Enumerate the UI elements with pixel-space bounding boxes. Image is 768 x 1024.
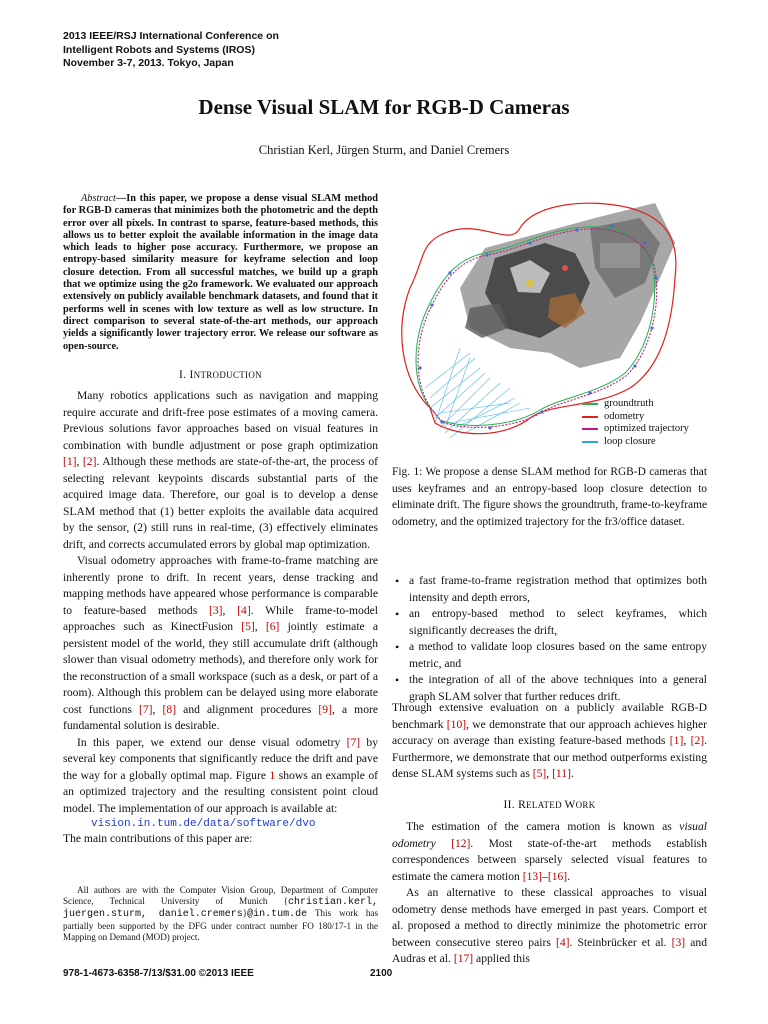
section-heading-related-work: II. RELATED WORK [503,798,596,811]
abstract-text: In this paper, we propose a dense visual SLAM method for RGB-D cameras that minimizes both the photometric and the depth error over all pixels. In contrast to sparse, feature-based methods, this allows us to better exploit the available information in the image data which leads to higher pose accuracy. Furthermore, we propose an entropy-based similarity measure for keyframe selection and loop closure detection. From all successful matches, we build up a graph that we optimize using the g2o framework. We evaluated our approach extensively on publicly available benchmark datasets, and found that it performs well in scenes with low texture as well as low structure. In direct comparison to several state-of-the-art methods, our approach yields a significantly lower trajectory error. We release our software as open-source. [63,193,378,352]
legend-item-odometry: odometry [582,411,689,424]
email-domain: @in.tum.de [247,909,308,921]
intro-paragraph-3: In this paper, we extend our dense visual odometry [7] by several key components that significantly reduce the drift and pave the way for a globally optimal map. Figure 1 shows an example of an optimized trajectory and the resulting consistent point cloud model. The implementation of our approach is available at: vision.in.tum.de/data/software/dvo [63,735,378,831]
legend-item-groundtruth: groundtruth [582,398,689,411]
citation-link[interactable]: [7] [346,735,361,749]
legend-swatch [582,416,598,418]
citation-link[interactable]: [7] [139,702,153,716]
figure-reference-link[interactable]: 1 [269,768,276,782]
citation-link[interactable]: [10] [446,717,467,731]
abstract-label: Abstract [81,193,116,204]
citation-link[interactable]: [11] [552,767,571,780]
figure-legend [582,398,689,448]
citation-link[interactable]: [8] [162,702,177,716]
legend-swatch [582,441,598,443]
software-url-link[interactable]: vision.in.tum.de/data/software/dvo [91,818,316,831]
footer-isbn: 978-1-4673-6358-7/13/$31.00 ©2013 IEEE [63,968,254,979]
citation-link[interactable]: [4] [555,935,570,949]
loop-closure-edges [425,348,530,438]
conference-line-1: 2013 IEEE/RSJ International Conference on [63,30,279,42]
citation-link[interactable]: [13] [522,869,543,883]
right-column-body [392,700,707,968]
footer-page-number: 2100 [370,968,393,979]
author-footnote: All authors are with the Computer Vision Group, Department of Computer Science, Technical University of Munich {christian.kerl, juergen.sturm, daniel.cremers}@in.tum.de This work has partially been supported by the DFG under contract number FO 180/17-1 in the Mapping on Demand (MOD) project. [63,885,378,942]
intro-paragraph-2: Visual odometry approaches with frame-to-frame matching are inherently prone to drift. In recent years, dense tracking and mapping methods have appeared whose performance is comparable to feature-based methods [3], [4]. While frame-to-model approaches such as KinectFusion [5], [6] jointly estimate a persistent model of the world, they still accumulate drift (although slower than visual odometry methods), and therefore only work for the reconstruction of a small workspace (such as a desk, or part of a room). Although this problem can be delayed using more elaborate cost functions [7], [8] and alignment procedures [9], a more fundamental solution is desirable. [63,554,379,733]
citation-link[interactable]: [5] [532,767,547,780]
figure-caption: Fig. 1: We propose a dense SLAM method for RGB-D cameras that uses keyframes and an entropy-based loop closure detection to eliminate drift. The figure shows the groundtruth, frame-to-keyframe odometry, and the optimized trajectory for the fr3/office dataset. [392,466,707,528]
conference-line-2: Intelligent Robots and Systems (IROS) [63,43,255,56]
citation-link[interactable]: [2] [690,734,705,747]
citation-link[interactable]: [5] [241,620,255,634]
list-item: • a method to validate loop closures based on the same entropy metric, and [392,639,707,672]
legend-item-loop-closure: loop closure [582,436,689,449]
abstract-dash: — [115,193,127,204]
related-paragraph-2: As an alternative to these classical approaches to visual odometry dense methods have emerged in past years. Comport et al. proposed a method to directly minimize the photometric error between consecutive stereo pairs [4]. Steinbrücker et al. [3] and Audras et al. [17] applied this [392,886,707,965]
citation-link[interactable]: [6] [265,620,280,634]
citation-link[interactable]: [9] [318,702,332,716]
related-paragraph-1: The estimation of the camera motion is known as visual odometry [12]. Most state-of-the-art methods establish correspondences between sparsely selected visual features to estimate the camera motion [13]–[16]. [392,820,707,883]
paper-title: Dense Visual SLAM for RGB-D Cameras [198,95,570,119]
citation-link[interactable]: [12] [451,836,471,850]
citation-link[interactable]: [1] [669,734,684,747]
citation-link[interactable]: [16] [547,869,568,883]
evaluation-paragraph: Through extensive evaluation on a publicly available RGB-D benchmark [10], we demonstrate that our approach achieves higher accuracy on average than existing feature-based methods [1], [2]. Furthermore, we demonstrate that our method outperforms existing dense SLAM systems such as [5], [11]. [392,701,708,780]
citation-link[interactable]: [4] [237,603,251,617]
conference-header [63,30,383,71]
citation-link[interactable]: [17] [453,952,474,965]
left-column [63,193,378,848]
citation-link[interactable]: [3] [671,935,686,949]
legend-swatch [582,428,598,430]
contributions-list [392,573,707,705]
point-cloud-region [600,243,640,268]
paper-authors: Christian Kerl, Jürgen Sturm, and Daniel Cremers [258,143,510,157]
legend-swatch [582,403,598,405]
list-item: • the integration of all of the above techniques into a general graph SLAM solver that further reduces drift. [392,672,707,705]
point-cloud-object [526,279,534,287]
citation-link[interactable]: [1] [63,455,77,469]
citation-link[interactable]: [2] [82,455,97,469]
list-item: • an entropy-based method to select keyframes, which significantly decreases the drift, [392,606,707,639]
legend-item-optimized-trajectory: optimized trajectory [582,423,689,436]
conference-line-3: November 3-7, 2013. Tokyo, Japan [63,57,234,69]
intro-paragraph-4: The main contributions of this paper are: [63,832,253,846]
author-emails: christian.kerl, juergen.sturm, daniel.cremers [63,897,378,921]
citation-link[interactable]: [3] [209,603,223,617]
point-cloud-object [562,265,568,271]
intro-paragraph-1: Many robotics applications such as navigation and mapping require accurate and drift-free pose estimates of a moving camera. Previous solutions favor approaches based on visual features in combination with bundle adjustment or pose graph optimization [1], [2]. Although these methods are state-of-the-art, the process of selecting relevant keypoints discards substantial parts of the acquired image data. Therefore, our goal is to develop a dense SLAM method that (1) better exploits the available data acquired by the sensor, (2) still runs in real-time, (3) effectively eliminates drift, and corrects accumulated errors by global map optimization. [63,389,379,551]
abstract [63,193,378,353]
list-item: • a fast frame-to-frame registration method that optimizes both intensity and depth errors, [392,573,707,606]
section-heading-introduction: I. INTRODUCTION [179,368,262,381]
